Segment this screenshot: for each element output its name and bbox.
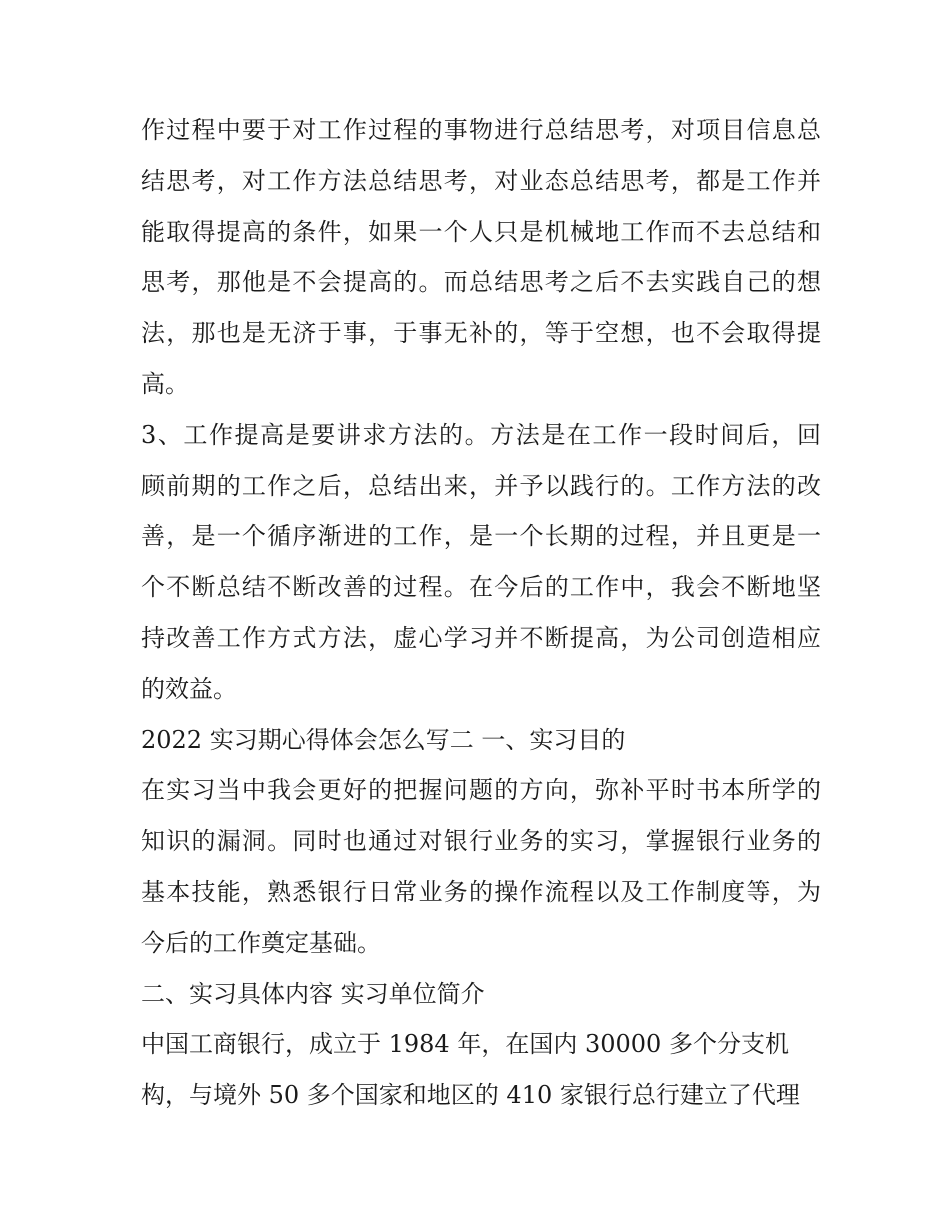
text-line: 在实习当中我会更好的把握问题的方向，弥补平时书本所学的 bbox=[141, 776, 821, 805]
text-line: 持改善工作方式方法，虚心学习并不断提高，为公司创造相应 bbox=[141, 623, 821, 652]
text-line: 知识的漏洞。同时也通过对银行业务的实习，掌握银行业务的 bbox=[141, 827, 821, 856]
text-line: 构，与境外 50 多个国家和地区的 410 家银行总行建立了代理 bbox=[141, 1081, 800, 1110]
section-heading: 二、实习具体内容 实习单位简介 bbox=[141, 979, 485, 1008]
text-line: 今后的工作奠定基础。 bbox=[141, 928, 381, 957]
text-line: 基本技能，熟悉银行日常业务的操作流程以及工作制度等，为 bbox=[141, 877, 821, 906]
text-line: 的效益。 bbox=[141, 674, 237, 703]
text-line: 顾前期的工作之后，总结出来，并予以践行的。工作方法的改 bbox=[141, 471, 821, 500]
text-line: 个不断总结不断改善的过程。在今后的工作中，我会不断地坚 bbox=[141, 573, 821, 602]
text-line: 作过程中要于对工作过程的事物进行总结思考，对项目信息总 bbox=[141, 116, 821, 144]
text-line: 中国工商银行，成立于 1984 年，在国内 30000 多个分支机 bbox=[141, 1030, 789, 1059]
text-line: 法，那也是无济于事，于事无补的，等于空想，也不会取得提 bbox=[141, 319, 821, 348]
text-line: 3、工作提高是要讲求方法的。方法是在工作一段时间后，回 bbox=[141, 420, 821, 449]
text-line: 能取得提高的条件，如果一个人只是机械地工作而不去总结和 bbox=[141, 217, 821, 246]
text-line: 思考，那他是不会提高的。而总结思考之后不去实践自己的想 bbox=[141, 268, 821, 297]
text-line: 善，是一个循序渐进的工作，是一个长期的过程，并且更是一 bbox=[141, 522, 821, 551]
document-body bbox=[141, 105, 821, 1121]
text-line: 结思考，对工作方法总结思考，对业态总结思考，都是工作并 bbox=[141, 166, 821, 195]
text-line: 高。 bbox=[141, 369, 189, 398]
section-heading: 2022 实习期心得体会怎么写二 一、实习目的 bbox=[141, 725, 626, 754]
